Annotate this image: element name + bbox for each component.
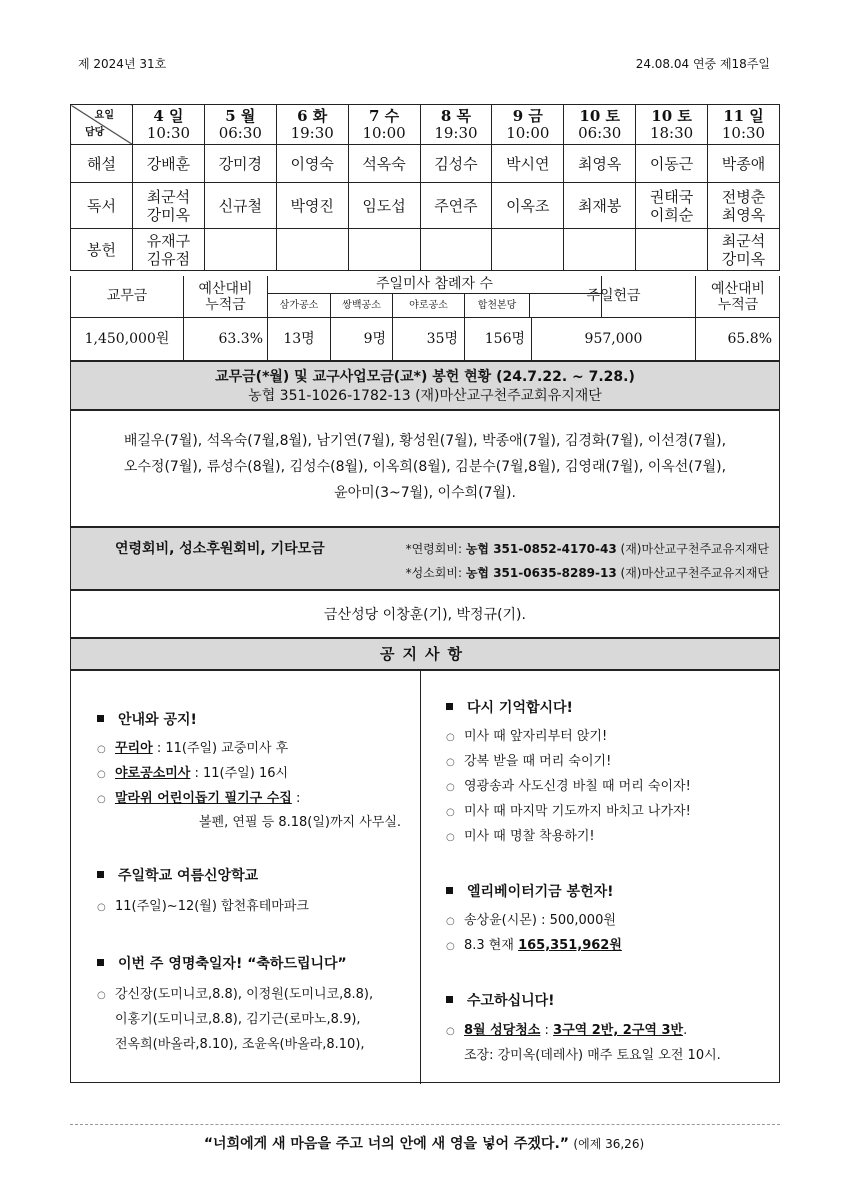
row-commentary <box>71 145 780 183</box>
notice-item-continued: 볼펜, 연필 등 8.18(일)까지 사무실. <box>199 815 402 830</box>
corner-duty-label: 담당 <box>85 127 105 138</box>
attendance-label: 주일미사 참례자 수 <box>268 276 602 294</box>
vocation-fee-account: *성소회비: 농협 351-0635-8289-13 (재)마산교구천주교유지재단 <box>405 566 769 580</box>
duty-cell: 박시연 <box>492 145 564 183</box>
samga-count: 13명 <box>268 318 331 360</box>
donor-line: 오수정(7월), 류성수(8월), 김성수(8월), 이옥희(8월), 김분수(7월,8월), 김영래(7월), 이옥선(7월), <box>123 459 727 475</box>
col-day: 5 월 06:30 <box>204 105 276 145</box>
duty-cell: 석옥숙 <box>348 145 420 183</box>
bullet-circle-icon: ○ <box>446 916 455 927</box>
notice-item: ○ 8월 성당청소 : 3구역 2반, 2구역 3반. <box>446 1023 688 1038</box>
bullet-circle-icon: ○ <box>446 941 455 952</box>
duty-cell: 유재구 김유점 <box>133 229 205 271</box>
row-label: 봉헌 <box>71 229 133 271</box>
budget1-value: 63.3% <box>184 318 268 360</box>
gyomu-label: 교무금 <box>71 276 184 318</box>
bullet-circle-icon: ○ <box>446 807 455 818</box>
ssangbaek-count: 9명 <box>331 318 393 360</box>
duty-cell <box>564 229 636 271</box>
bullet-square-icon <box>97 715 104 722</box>
issue-number: 제 2024년 31호 <box>78 57 167 71</box>
col-day: 6 화 19:30 <box>276 105 348 145</box>
footer-quote: “너희에게 새 마음을 주고 너의 안에 새 영을 넣어 주겠다.” (에제 36,26) <box>203 1136 645 1152</box>
duty-cell: 강미경 <box>204 145 276 183</box>
memorial-fee-account: *연령회비: 농협 351-0852-4170-43 (재)마산교구천주교유지재단 <box>405 542 769 556</box>
fees-section-header <box>70 527 780 590</box>
duty-cell: 박영진 <box>276 183 348 229</box>
bulletin-date: 24.08.04 연중 제18주일 <box>635 57 770 71</box>
notice-item: ○ 꾸리아 : 11(주일) 교중미사 후 <box>97 741 289 756</box>
notice-divider <box>420 671 421 1084</box>
hapcheon-count: 156명 <box>465 318 532 360</box>
notice-heading: 이번 주 영명축일자! “축하드립니다” <box>97 953 347 973</box>
notice-item: ○ 미사 때 마지막 기도까지 바치고 나가자! <box>446 804 691 819</box>
notice-heading: 엘리베이터기금 봉헌자! <box>446 881 614 901</box>
schedule-header-row <box>71 105 780 145</box>
duty-cell: 권태국 이희순 <box>636 183 708 229</box>
notice-item: ○ 미사 때 명찰 착용하기! <box>446 829 595 844</box>
duty-cell: 최군석 강미옥 <box>708 229 780 271</box>
notice-item: ○ 말라위 어린이돕기 필기구 수집 : <box>97 791 301 806</box>
duty-cell: 주연주 <box>420 183 492 229</box>
schedule-corner <box>71 105 133 145</box>
duty-cell: 이옥조 <box>492 183 564 229</box>
bullet-circle-icon: ○ <box>446 782 455 793</box>
notice-item: ○ 영광송과 사도신경 바칠 때 머리 숙이자! <box>446 779 691 794</box>
bullet-circle-icon: ○ <box>97 794 106 805</box>
duty-cell: 강배훈 <box>133 145 205 183</box>
bullet-circle-icon: ○ <box>446 832 455 843</box>
duty-cell: 신규철 <box>204 183 276 229</box>
bullet-square-icon <box>446 703 453 710</box>
notice-heading: 수고하십니다! <box>446 990 555 1010</box>
notice-item: ○ 미사 때 앞자리부터 앉기! <box>446 729 608 744</box>
corner-day-label: 요일 <box>94 110 114 121</box>
notice-item-continued: 이홍기(도미니코,8.8), 김기근(로마노,8.9), <box>115 1012 361 1027</box>
bullet-square-icon <box>446 996 453 1003</box>
finance-table <box>70 276 780 361</box>
bullet-square-icon <box>97 871 104 878</box>
duty-cell <box>636 229 708 271</box>
budget1-label: 예산대비 누적금 <box>184 276 268 318</box>
notice-item: ○ 야로공소미사 : 11(주일) 16시 <box>97 766 289 781</box>
sub-label-hapcheon: 합천본당 <box>465 294 530 318</box>
notice-item: ○ 강신장(도미니코,8.8), 이정원(도미니코,8.8), <box>97 987 374 1002</box>
budget2-label: 예산대비 누적금 <box>696 276 780 318</box>
duty-cell: 임도섭 <box>348 183 420 229</box>
notice-title: 공지사항 <box>70 638 780 670</box>
bullet-circle-icon: ○ <box>97 990 106 1001</box>
duty-cell <box>276 229 348 271</box>
bullet-square-icon <box>97 959 104 966</box>
duty-cell <box>492 229 564 271</box>
mass-schedule-table <box>70 104 780 271</box>
notice-item: ○ 8.3 현재 165,351,962원 <box>446 938 622 953</box>
yaro-count: 35명 <box>393 318 465 360</box>
fees-list: 금산성당 이창훈(기), 박정규(기). <box>70 590 780 638</box>
donation-account: 농협 351-1026-1782-13 (재)마산교구천주교회유지재단 <box>248 388 602 404</box>
bullet-circle-icon: ○ <box>97 744 106 755</box>
duty-cell: 박종애 <box>708 145 780 183</box>
col-day: 10 토 06:30 <box>564 105 636 145</box>
row-label: 독서 <box>71 183 133 229</box>
offering-value: 957,000 <box>532 318 696 360</box>
offering-label: 주일헌금 <box>532 276 696 318</box>
duty-cell <box>348 229 420 271</box>
duty-cell: 최군석 강미옥 <box>133 183 205 229</box>
sub-label-yaro: 야로공소 <box>393 294 465 318</box>
duty-cell: 최재봉 <box>564 183 636 229</box>
notice-body <box>70 670 780 1083</box>
row-reading <box>71 183 780 229</box>
bullet-circle-icon: ○ <box>97 902 106 913</box>
row-offertory <box>71 229 780 271</box>
sub-label-samga: 삼가공소 <box>268 294 331 318</box>
bullet-circle-icon: ○ <box>97 769 106 780</box>
duty-cell: 이영숙 <box>276 145 348 183</box>
duty-cell <box>420 229 492 271</box>
sub-label-ssangbaek: 쌍백공소 <box>331 294 393 318</box>
notice-item: ○ 강복 받을 때 머리 숙이기! <box>446 754 612 769</box>
donation-title: 교무금(*월) 및 교구사업모금(교*) 봉헌 현황 (24.7.22. ~ 7.28.) <box>215 369 635 385</box>
col-day: 4 일 10:30 <box>133 105 205 145</box>
notice-item-continued: 전옥희(바올라,8.10), 조윤옥(바올라,8.10), <box>115 1037 365 1052</box>
donation-list <box>70 410 780 527</box>
col-day: 7 수 10:00 <box>348 105 420 145</box>
donation-section-header <box>70 361 780 410</box>
bullet-circle-icon: ○ <box>446 757 455 768</box>
duty-cell: 전병춘 최영옥 <box>708 183 780 229</box>
fees-title: 연령회비, 성소후원회비, 기타모금 <box>115 541 325 557</box>
duty-cell <box>204 229 276 271</box>
duty-cell: 이동근 <box>636 145 708 183</box>
notice-heading: 안내와 공지! <box>97 709 197 729</box>
col-day: 8 목 19:30 <box>420 105 492 145</box>
row-label: 해설 <box>71 145 133 183</box>
notice-item: ○ 11(주일)~12(월) 합천휴테마파크 <box>97 899 309 914</box>
duty-cell: 김성수 <box>420 145 492 183</box>
bullet-circle-icon: ○ <box>446 732 455 743</box>
col-day: 10 토 18:30 <box>636 105 708 145</box>
notice-item: ○ 송상윤(시몬) : 500,000원 <box>446 913 616 928</box>
gyomu-value: 1,450,000원 <box>71 318 184 360</box>
notice-heading: 다시 기억합시다! <box>446 697 573 717</box>
bullet-square-icon <box>446 887 453 894</box>
col-day: 9 금 10:00 <box>492 105 564 145</box>
notice-heading: 주일학교 여름신앙학교 <box>97 865 258 885</box>
budget2-value: 65.8% <box>727 331 772 347</box>
bullet-circle-icon: ○ <box>446 1026 455 1037</box>
donor-line: 배길우(7월), 석옥숙(7월,8월), 남기연(7월), 황성원(7월), 박종애(7월), 김경화(7월), 이선경(7월), <box>123 433 727 449</box>
footer-divider <box>70 1124 780 1125</box>
notice-item-continued: 조장: 강미옥(데레사) 매주 토요일 오전 10시. <box>464 1048 721 1063</box>
col-day: 11 일 10:30 <box>708 105 780 145</box>
duty-cell: 최영옥 <box>564 145 636 183</box>
donor-line: 윤아미(3~7월), 이수희(7월). <box>334 485 516 501</box>
